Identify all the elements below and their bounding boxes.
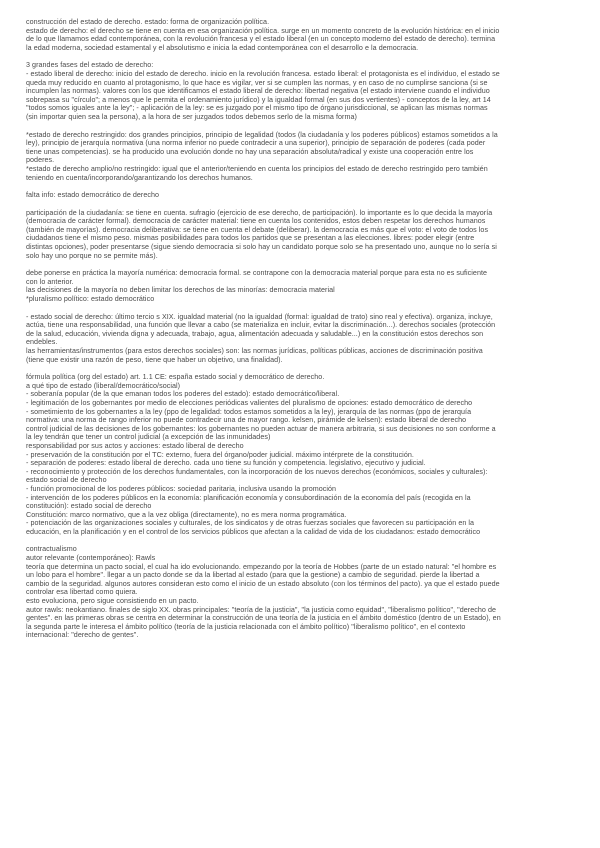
text-line: debe ponerse en práctica la mayoría numérica: democracia formal. se contrapone con la democracia material porque para esta no es suficiente: [26, 269, 488, 278]
paragraph: [26, 313, 574, 365]
paragraph: [26, 191, 574, 200]
text-line: teoría que determina un pacto social, el cual ha ido evolucionando. empezando por la teoría de Hobbes (parte de un estado natural: "el hombre es: [26, 562, 497, 571]
text-line: de lo que llamamos edad contemporánea, con la revolución francesa y el estado liberal (en un concepto moderno del estado de derecho). termina: [26, 35, 496, 44]
text-line: control judicial de las decisiones de los gobernantes: los gobernantes no pueden actuar de manera arbitraria, si sus decisiones no son conforme a: [26, 424, 496, 433]
text-line: (tiene que existir una razón de peso, tiene que haber un objetivo, una finalidad).: [26, 355, 283, 364]
text-line: contractualismo: [26, 545, 77, 554]
text-line: gentes". en las primeras obras se centra en determinar la construcción de una teoría de la justicia en el ámbito doméstico (dentro de un Estado), en: [26, 614, 501, 623]
text-line: responsabilidad por sus actos y acciones: estado liberal de derecho: [26, 441, 244, 450]
paragraph: [26, 18, 574, 52]
text-line: sobrepasa su "círculo"; a menos que le permita el ordenamiento jurídico) y la igualdad formal (en sus dos vertientes) - conceptos de la ley, art 14: [26, 95, 491, 104]
text-line: autor relevante (contemporáneo): Rawls: [26, 554, 156, 563]
text-line: *estado de derecho amplio/no restringido: igual que el anterior/teniendo en cuenta los principios del estado de derecho restringido pero también: [26, 164, 488, 173]
text-line: - estado social de derecho: último tercio s XIX. igualdad material (no la igualdad (formal: igualdad de trato) sino real y efectiva). organiza, incluye,: [26, 312, 493, 321]
paragraph-gap: [26, 52, 574, 61]
text-line: solo hay uno porque no se permite más).: [26, 251, 158, 260]
text-line: (democracia de carácter formal). democracia de carácter material: tiene en cuenta los contenidos, estos deben respetar los derechos humanos: [26, 217, 486, 226]
text-line: participación de la ciudadanía: se tiene en cuenta. sufragio (ejercicio de ese derecho, de participación). lo importante es lo que decida la mayoría: [26, 208, 493, 217]
paragraph-gap: [26, 364, 574, 373]
text-line: autor rawls: neokantiano. finales de siglo XX. obras principales: "teoría de la justicia", "la justicia como equidad", "liberalismo político", "derecho de: [26, 605, 496, 614]
text-line: las herramientas/instrumentos (para estos derechos sociales) son: las normas jurídicas, políticas públicas, acciones de discriminación positiva: [26, 347, 483, 355]
paragraph-gap: [26, 304, 574, 313]
text-line: falta info: estado democrático de derecho: [26, 191, 160, 200]
text-line: estado de derecho: el derecho se tiene en cuenta en esa organización política. surge en un momento concreto de la evolución histórica: en el inicio: [26, 26, 500, 35]
text-line: (también de mayorías). democracia deliberativa: se tiene en cuenta el debate (deliberar). la democracia es más que el voto: el voto de todos los: [26, 225, 489, 234]
paragraph: [26, 61, 574, 121]
text-line: la edad moderna, sociedad estamental y el absolutismo e inicia la edad contemporánea con el desarrollo e la democracia.: [26, 43, 419, 52]
text-line: - potenciación de las organizaciones sociales y culturales, de los sindicatos y de otras fuerzas sociales que favorecen su participación en la: [26, 519, 475, 528]
text-line: normativa: una norma de rango inferior no puede contradecir una de mayor rango. kelsen, pirámide de kelsen): estado liberal de derecho: [26, 416, 467, 425]
text-line: la ley tendrán que tener un control judicial (a excepción de las inmunidades): [26, 433, 271, 442]
text-line: incumplen las normas). valores con los que identificamos el estado liberal de derecho: libertad negativa (el estado interviene cuando el individuo: [26, 87, 490, 96]
text-line: ciudadanos tiene el mismo peso. mismas posibilidades para todos los partidos que se presentan a las elecciones. libres: poder elegir (entre: [26, 234, 475, 243]
text-line: - legitimación de los gobernantes por medio de elecciones periódicas valientes del pluralismo de opciones: estado democrático de derecho: [26, 398, 473, 407]
text-line: teniendo en cuenta/incorporando/garantizando los derechos humanos.: [26, 173, 253, 182]
text-line: - reconocimiento y protección de los derechos fundamentales, con la incorporación de los nuevos derechos (económicos, sociales y culturales):: [26, 467, 488, 476]
text-line: *estado de derecho restringido: dos grandes principios, principio de legalidad (todos (la ciudadanía y los poderes públicos) estamos sometidos a la: [26, 130, 498, 139]
text-line: actúa, tiene una responsabilidad, una función que llevar a cabo (se materializa en incluir, evitar la discriminación...). derechos sociales (protección: [26, 321, 496, 330]
text-line: estado social de derecho: [26, 476, 107, 485]
paragraph-gap: [26, 260, 574, 269]
paragraph-gap: [26, 536, 574, 545]
text-line: 3 grandes fases del estado de derecho:: [26, 61, 154, 70]
text-line: queda muy reducido en cuanto al protagonismo, lo que hace es vigilar, ver si se cumplen las normas, y en caso de no cumplirse sanciona (si se: [26, 78, 488, 87]
paragraph-gap: [26, 122, 574, 131]
text-line: controlar esa libertad como quiera.: [26, 588, 138, 597]
text-line: poderes.: [26, 156, 55, 165]
text-line: - función promocional de los poderes públicos: sociedad paritaria, inclusiva usando la promoción: [26, 484, 337, 493]
text-line: distintas opciones), poder presentarse (sigue siendo democracia si solo hay un candidato porque solo se ha presentado uno, aunque no lo sería si: [26, 243, 497, 252]
text-line: internacional: "derecho de gentes".: [26, 631, 139, 640]
text-line: de la salud, educación, vivienda digna y adecuada, trabajo, agua, alimentación adecuada y saludable...) en la constitución estos derechos son: [26, 329, 484, 338]
text-line: (sin importar quien sea la persona), a la hora de ser juzgados todos debemos serlo de la misma forma): [26, 112, 357, 121]
text-line: con lo anterior.: [26, 277, 74, 286]
paragraph: [26, 545, 574, 640]
text-line: constitución): estado social de derecho: [26, 502, 152, 511]
paragraph: [26, 269, 574, 303]
paragraph: [26, 131, 574, 183]
text-line: ley), principio de jerarquía normativa (una norma inferior no puede contradecir a una superior), principio de separación de poderes (cada poder: [26, 139, 486, 148]
text-line: educación, en la planificación y en el control de los servicios públicos que afectan a la calidad de vida de los ciudadanos: estado democrático: [26, 527, 481, 536]
text-line: *pluralismo político: estado democrático: [26, 295, 155, 304]
text-line: tiene unas competencias). se ha producido una evolución donde no hay una separación absoluta/radical y existe una cooperación entre los: [26, 147, 474, 156]
text-line: cambio de la seguridad. algunos autores consideran esto como el inicio de un estado absoluto (con los términos del pacto). ya que el estado puede: [26, 579, 500, 588]
text-line: la segunda parte le interesa el ámbito político (teoría de la justicia relacionada con el ámbito político) "liberalismo político", en el contexto: [26, 622, 466, 631]
text-line: esto evoluciona, pero sigue consistiendo en un pacto.: [26, 597, 199, 606]
paragraph-gap: [26, 200, 574, 209]
text-line: un lobo para el hombre". llegar a un pacto donde se da la libertad al estado (para que la gestione) a cambio de seguridad. pierde la libertad a: [26, 571, 480, 580]
text-line: "todos somos iguales ante la ley"; - aplicación de la ley: se es juzgado por el mismo tipo de órgano jurisdiccional, se aplican las mismas normas: [26, 104, 488, 113]
paragraph-gap: [26, 182, 574, 191]
paragraph: [26, 209, 574, 261]
text-line: - preservación de la constitución por el TC: externo, fuera del órgano/poder judicial. máximo intérprete de la constitución.: [26, 450, 414, 459]
text-line: las decisiones de la mayoría no deben limitar los derechos de las minorías: democracia material: [26, 286, 335, 295]
paragraph: [26, 373, 574, 536]
text-line: fórmula política (org del estado) art. 1.1 CE: españa estado social y democrático de derecho.: [26, 373, 325, 382]
text-line: - intervención de los poderes públicos en la economía: planificación economía y consubordinación de la economía del país (recogida en la: [26, 493, 471, 502]
text-line: Constitución: marco normativo, que a la vez obliga (directamente), no es mera norma programática.: [26, 510, 347, 519]
text-line: - sometimiento de los gobernantes a la ley (ppo de legalidad: todos estamos sometidos a la ley), jerarquía de las normas (ppo de jerarquía: [26, 407, 472, 416]
text-line: - soberanía popular (de la que emanan todos los poderes del estado): estado democrático/liberal.: [26, 390, 340, 399]
text-line: - estado liberal de derecho: inicio del estado de derecho. inicio en la revolución francesa. estado liberal: el protagonista es el individuo, el estado se: [26, 69, 500, 78]
text-line: - separación de poderes: estado liberal de derecho. cada uno tiene su función y competencia. legislativo, ejecutivo y judicial.: [26, 459, 426, 468]
text-line: endebles.: [26, 338, 58, 347]
text-line: construcción del estado de derecho. estado: forma de organización política.: [26, 18, 270, 26]
text-line: a qué tipo de estado (liberal/democrático/social): [26, 381, 181, 390]
